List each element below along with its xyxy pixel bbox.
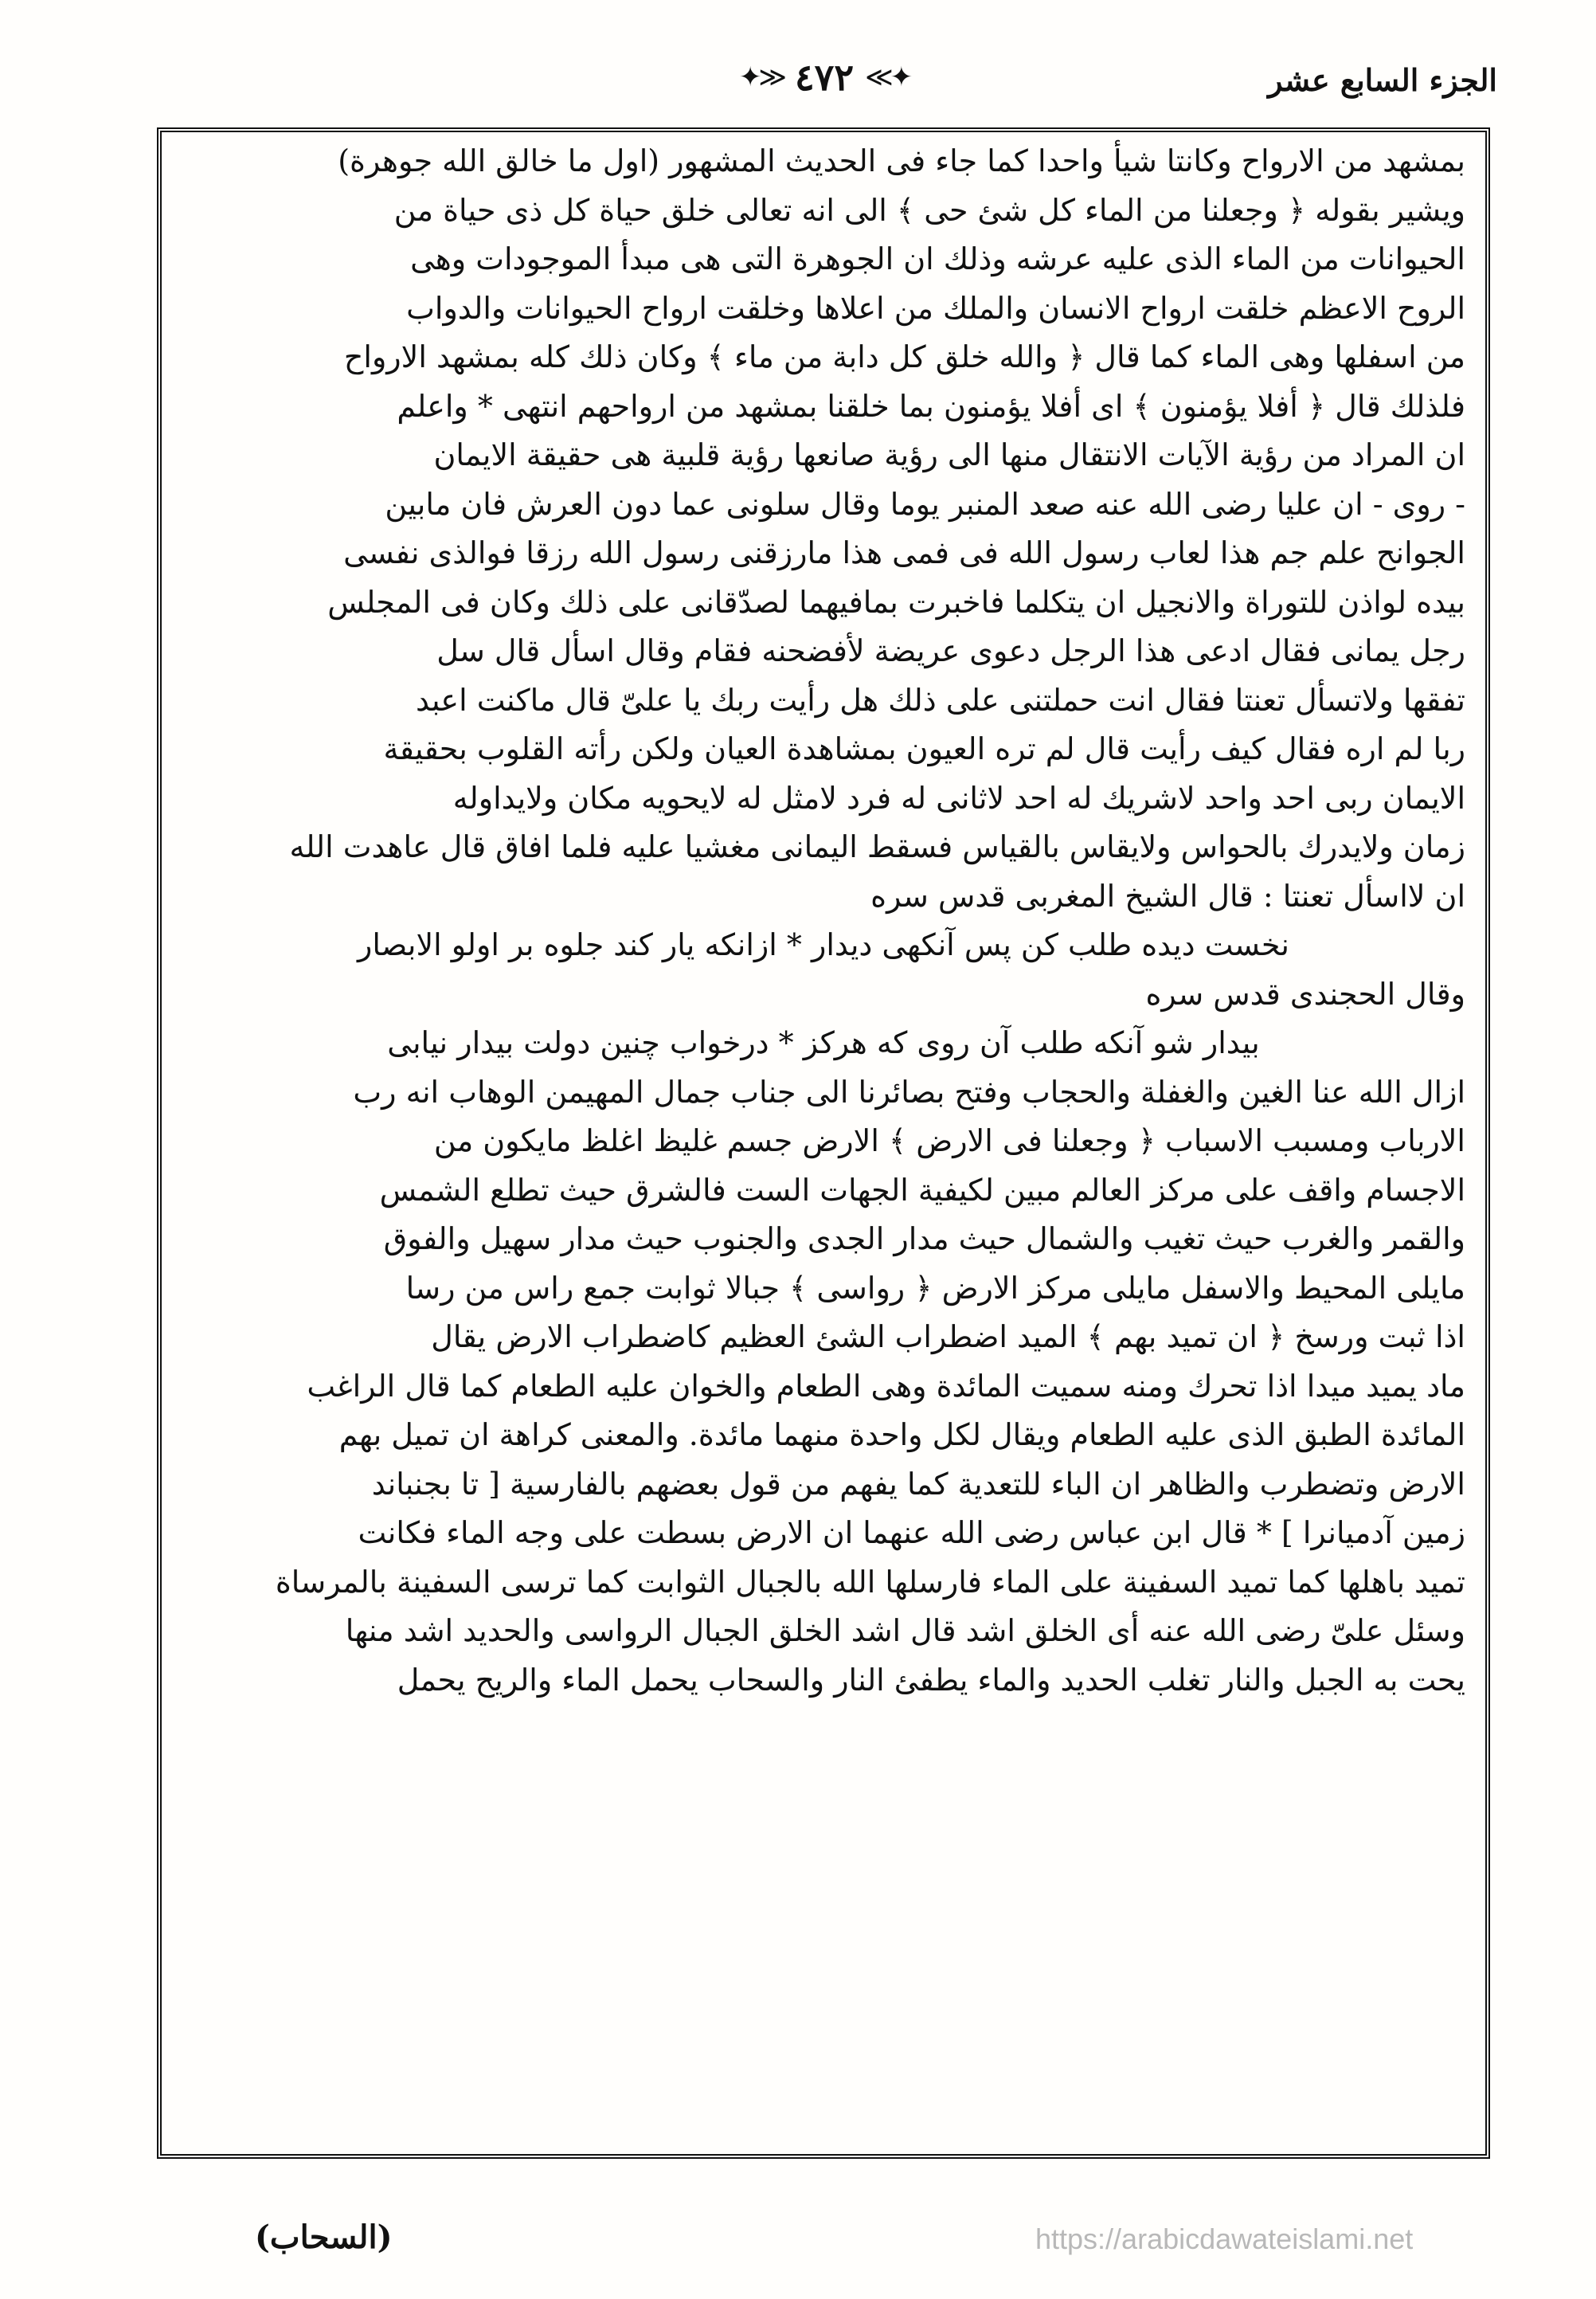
text-line: من اسفلها وهى الماء كما قال ﴿ والله خلق كل دابة من ماء ﴾ وكان ذلك كله بمشهد الارواح [343,339,1465,374]
verse-intro: وقال الحجندى قدس سره [1145,976,1465,1012]
text-line: ان لااسأل تعنتا : قال الشيخ المغربى قدس سره [870,878,1465,914]
text-line: زمان ولايدرك بالحواس ولايقاس بالقياس فسقط اليمانى مغشيا عليه فلما افاق قال عاهدت الله [289,829,1465,864]
text-line: بمشهد من الارواح وكانتا شيأ واحدا كما جاء فى الحديث المشهور (اول ما خالق الله جوهرة) [338,143,1465,178]
text-line: - روى - ان عليا رضى الله عنه صعد المنبر يوما وقال سلونى عما دون العرش فان مابين [385,486,1465,522]
text-line: المائدة الطبق الذى عليه الطعام ويقال لكل واحدة منهما مائدة. والمعنى كراهة ان تميل بهم [338,1417,1465,1452]
text-line: اذا ثبت ورسخ ﴿ ان تميد بهم ﴾ الميد اضطراب الشئ العظيم كاضطراب الارض يقال [431,1319,1465,1354]
watermark-url: https://arabicdawateislami.net [1035,2223,1414,2255]
text-line: الارباب ومسبب الاسباب ﴿ وجعلنا فى الارض ﴾ الارض جسم غليظ اغلظ مايكون من [433,1123,1465,1158]
text-line: الاجسام واقف على مركز العالم مبين لكيفية الجهات الست فالشرق حيث تطلع الشمس [379,1172,1465,1208]
text-line: ربا لم اره فقال كيف رأيت قال لم تره العيون بمشاهدة العيان ولكن رأته القلوب بحقيقة [383,731,1465,766]
text-line: يحت به الجبل والنار تغلب الحديد والماء يطفئ النار والسحاب يحمل الماء والريح يحمل [397,1662,1465,1698]
text-line: تفقها ولاتسأل تعنتا فقال انت حملتنى على ذلك هل رأيت ربك يا علىّ قال ماكنت اعبد [416,682,1465,718]
left-ornament-icon: ✦≫ [738,61,784,93]
text-line: الارض وتضطرب والظاهر ان الباء للتعدية كما يفهم من قول بعضهم بالفارسية [ تا بجنباند [371,1466,1465,1502]
text-line: والقمر والغرب حيث تغيب والشمال حيث مدار الجدى والجنوب حيث مدار سهيل والفوق [383,1221,1465,1256]
persian-verse: نخست ديده طلب كن پس آنكهى ديدار * ازانكه يار كند جلوه بر اولو الابصار [358,927,1289,962]
text-line: ماد يميد ميدا اذا تحرك ومنه سميت المائدة وهى الطعام والخوان عليه الطعام كما قال الراغب [307,1368,1465,1404]
text-line: الحيوانات من الماء الذى عليه عرشه وذلك ان الجوهرة التى هى مبدأ الموجودات وهى [410,241,1465,276]
right-ornament-icon: ≪✦ [865,61,910,93]
part-title: الجزء السابع عشر [1268,62,1497,98]
catchword: (السحاب) [255,2219,393,2256]
text-line: فلذلك قال ﴿ أفلا يؤمنون ﴾ اى أفلا يؤمنون بما خلقنا بمشهد من ارواحهم انتهى * واعلم [397,388,1465,424]
text-line: ويشير بقوله ﴿ وجعلنا من الماء كل شئ حى ﴾ الى انه تعالى خلق حياة كل ذى حياة من [393,192,1465,228]
text-line: الجوانح علم جم هذا لعاب رسول الله فى فمى هذا مارزقنى رسول الله رزقا فوالذى نفسى [343,535,1465,570]
text-line: ان المراد من رؤية الآيات الانتقال منها الى رؤية صانعها رؤية قلبية هى حقيقة الايمان [433,437,1465,472]
text-line: مايلى المحيط والاسفل مايلى مركز الارض ﴿ رواسى ﴾ جبالا ثوابت جمع راس من رسا [405,1270,1465,1306]
page-number-block [739,56,909,99]
page-header [151,56,1497,112]
text-line: بيده لواذن للتوراة والانجيل ان يتكلما فاخبرت بمافيهما لصدّقانى على ذلك وكان فى المجلس [327,584,1465,620]
page-number: ٤٧٢ [794,56,855,99]
text-line: زمين آدميانرا ] * قال ابن عباس رضى الله عنهما ان الارض بسطت على وجه الماء فكانت [358,1515,1465,1550]
text-line: رجل يمانى فقال ادعى هذا الرجل دعوى عريضة لأفضحنه فقام وقال اسأل قال سل [436,633,1465,668]
text-line: الروح الاعظم خلقت ارواح الانسان والملك من اعلاها وخلقت ارواح الحيوانات والدواب [406,290,1465,326]
text-line: وسئل علىّ رضى الله عنه أى الخلق اشد قال اشد الخلق الجبال الرواسى والحديد اشد منها [345,1613,1465,1648]
text-line: ازال الله عنا الغين والغفلة والحجاب وفتح بصائرنا الى جناب جمال المهيمن الوهاب انه رب [353,1074,1465,1110]
persian-verse: بيدار شو آنكه طلب آن روى كه هركز * درخواب چنين دولت بيدار نيابى [387,1025,1260,1060]
main-text [182,137,1465,2144]
text-line: تميد باهلها كما تميد السفينة على الماء فارسلها الله بالجبال الثوابت كما ترسى السفينة بالمرساة [275,1564,1465,1600]
text-line: الايمان ربى احد واحد لاشريك له احد لاثانى له فرد لامثل له لايحويه مكان ولايداوله [452,780,1465,816]
